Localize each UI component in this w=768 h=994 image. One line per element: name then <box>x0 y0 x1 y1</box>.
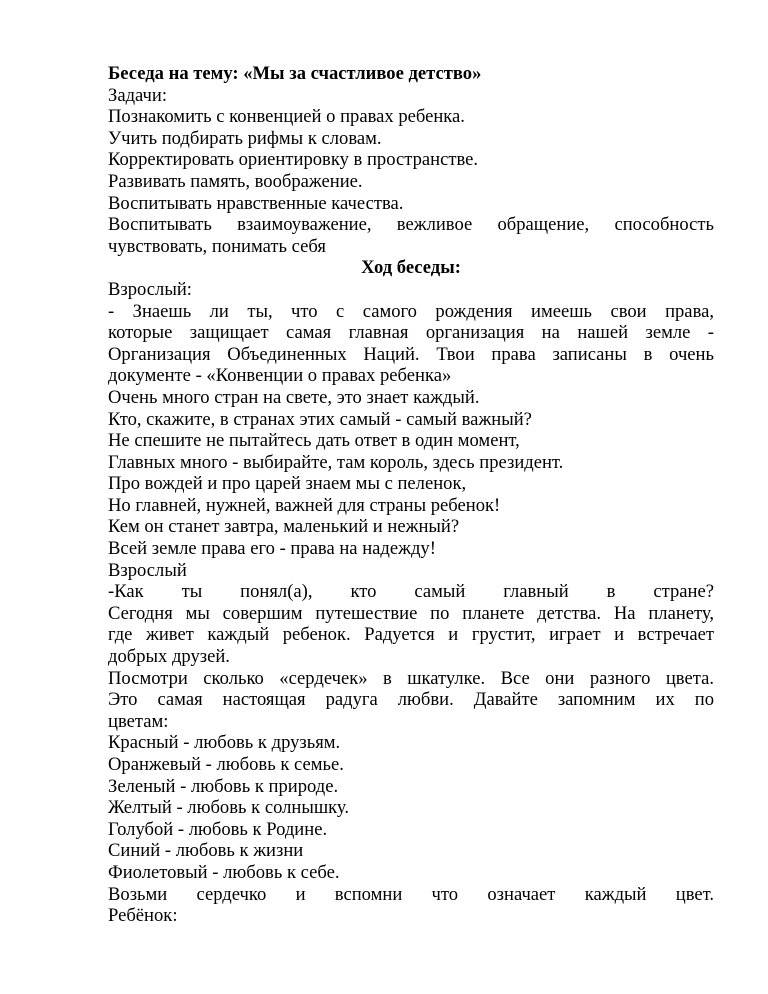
poem-line: Кем он станет завтра, маленький и нежный? <box>108 516 460 538</box>
poem-line: Кто, скажите, в странах этих самый - самый важный? <box>108 408 532 430</box>
task-item: Познакомить с конвенцией о правах ребенка. <box>108 106 465 128</box>
poem-line: Всей земле права его - права на надежду! <box>108 538 436 560</box>
journey-line: добрых друзей. <box>108 646 230 668</box>
color-meaning: Фиолетовый - любовь к себе. <box>108 861 340 883</box>
intro-line: документе - «Конвенции о правах ребенка» <box>108 365 452 387</box>
tasks-heading: Задачи: <box>108 84 168 106</box>
poem-line: Не спешите не пытайтесь дать ответ в один момент, <box>108 430 520 452</box>
intro-line: которые защищает самая главная организация на нашей земле - <box>108 322 714 344</box>
task-item: Корректировать ориентировку в пространстве. <box>108 149 479 171</box>
adult-label: Взрослый: <box>108 278 192 300</box>
journey-line: где живет каждый ребенок. Радуется и грустит, играет и встречает <box>108 624 714 646</box>
hearts-line: Это самая настоящая радуга любви. Давайте запомним их по <box>108 689 714 711</box>
journey-line: Сегодня мы совершим путешествие по планете детства. На планету, <box>108 602 714 624</box>
adult-label: Взрослый <box>108 559 187 581</box>
poem-line: Главных много - выбирайте, там король, здесь президент. <box>108 451 564 473</box>
color-meaning: Синий - любовь к жизни <box>108 840 304 862</box>
section-heading: Ход беседы: <box>361 257 461 279</box>
task-item: Воспитывать взаимоуважение, вежливое обращение, способность <box>108 214 714 236</box>
color-meaning: Оранжевый - любовь к семье. <box>108 754 344 775</box>
task-item: Учить подбирать рифмы к словам. <box>108 127 382 149</box>
poem-line: Про вождей и про царей знаем мы с пеленок, <box>108 473 467 495</box>
task-item-continuation: чувствовать, понимать себя <box>108 235 326 257</box>
intro-line: Организация Объединенных Наций. Твои права записаны в очень <box>108 343 714 365</box>
closing-line: Возьми сердечко и вспомни что означает каждый цвет. <box>108 883 714 905</box>
intro-line: - Знаешь ли ты, что с самого рождения имеешь свои права, <box>108 300 714 322</box>
color-meaning: Голубой - любовь к Родине. <box>108 818 328 840</box>
poem-line: Но главней, нужней, важней для страны ребенок! <box>108 494 501 516</box>
hearts-line: цветам: <box>108 710 169 732</box>
question-line: -Как ты понял(а), кто самый главный в стране? <box>108 581 714 603</box>
hearts-line: Посмотри сколько «сердечек» в шкатулке. Все они разного цвета. <box>108 667 714 689</box>
poem-line: Очень много стран на свете, это знает каждый. <box>108 386 480 408</box>
color-meaning: Зеленый - любовь к природе. <box>108 775 339 797</box>
child-label: Ребёнок: <box>108 905 178 927</box>
task-item: Воспитывать нравственные качества. <box>108 192 404 214</box>
document-title: Беседа на тему: «Мы за счастливое детство» <box>108 63 482 84</box>
document-page <box>108 63 714 927</box>
task-item: Развивать память, воображение. <box>108 170 363 192</box>
color-meaning: Желтый - любовь к солнышку. <box>108 797 350 819</box>
color-meaning: Красный - любовь к друзьям. <box>108 732 341 754</box>
